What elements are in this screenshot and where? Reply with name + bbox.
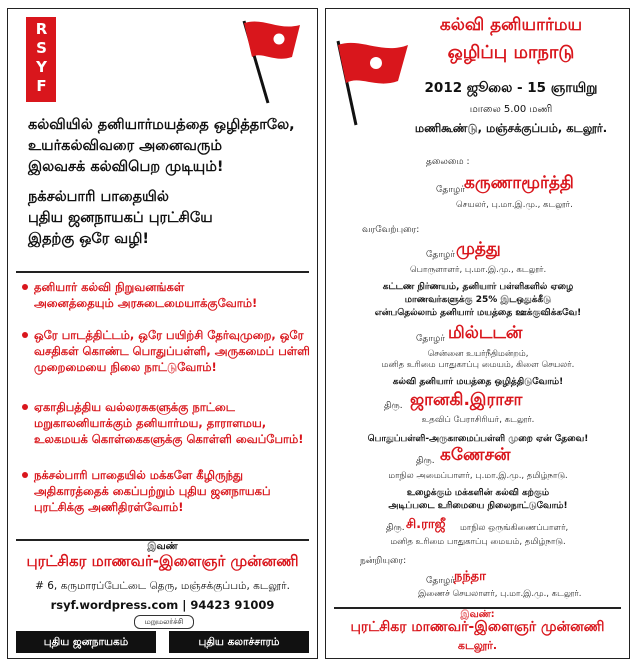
bullet-item — [22, 467, 312, 515]
headline-block-1 — [28, 115, 313, 178]
bullet-line: முறைமையை நிலை நாட்டுவோம்! — [34, 360, 217, 374]
slogan-line: மாணவர்களுக்கு 25% இடஒதுக்கீடு — [404, 295, 552, 305]
right-poster-panel — [325, 8, 630, 659]
bullet-item — [22, 279, 312, 311]
chair-label: தலைமை : — [426, 157, 470, 167]
speaker-4-name: சி.ராஜீ — [406, 517, 446, 532]
bullet-line: அதிகாரத்தைக் கைப்பற்றும் புதிய ஜனநாயகப் — [34, 484, 271, 498]
headline-block-2 — [28, 187, 313, 250]
desc-line: சென்னை உயர்நீதிமன்றம், — [427, 349, 529, 359]
slogan-2: கல்வி தனியார் மயத்தை ஒழித்திடுவோம்! — [392, 377, 564, 387]
thanks-label: நன்றியுரை: — [360, 556, 407, 566]
slogan-line: என்பதெல்லாம் தனியார் மயத்தை ஊக்குவிக்கவே! — [374, 308, 582, 318]
chair-desc: செயலர், பு.மா.இ.மு., கடலூர். — [456, 200, 573, 210]
footer-left: புதிய ஜனநாயகம் — [16, 631, 156, 653]
org-city: கடலூர். — [457, 639, 498, 652]
by-label: இவண் — [139, 541, 185, 552]
thanks-desc: இணைச் செயலாளர், பு.மா.இ.மு., கடலூர். — [418, 589, 582, 599]
chair-name: கருணாமூர்த்தி — [464, 173, 574, 193]
contact: rsyf.wordpress.com | 94423 91009 — [50, 598, 275, 612]
headline-line: உயர்கல்விவரை அனைவரும் — [28, 138, 222, 154]
speaker-1-name: மில்டடன் — [448, 323, 523, 343]
headline-line: இதற்கு ஒரே வழி! — [28, 231, 150, 247]
org-name: புரட்சிகர மாணவர்-இளைஞர் முன்னணி — [350, 619, 605, 635]
bullet-line: உலகமயக் கொள்கைகளுக்கு கொள்ளி வைப்போம்! — [34, 432, 304, 446]
slogan-3: பொதுப்பள்ளி-அருகாமைப்பள்ளி முறை ஏன் தேவை! — [367, 434, 589, 444]
headline-line: நக்சல்பாரி பாதையில் — [28, 189, 169, 205]
welcome-desc: பொருளாளர், பு.மா.இ.மு., கடலூர். — [410, 265, 547, 275]
speaker-3-desc: மாநில அமைப்பாளர், பு.மா.இ.மு., தமிழ்நாடு. — [388, 471, 568, 481]
headline-line: புதிய ஜனநாயகப் புரட்சியே — [28, 210, 213, 226]
bullet-item — [22, 399, 312, 447]
bullet-dot-icon — [22, 332, 28, 338]
welcome-label: வரவேற்புரை: — [362, 225, 420, 235]
divider — [16, 271, 309, 273]
bullet-dot-icon — [22, 284, 28, 290]
headline-line: கல்வியில் தனியார்மயத்தை ஒழித்தாலே, — [28, 117, 295, 133]
event-date: 2012 ஜூலை - 15 ஞாயிறு — [424, 80, 598, 96]
speaker-prefix: திரு. — [416, 456, 435, 466]
rsyf-logo — [26, 17, 56, 102]
bullet-line: வசதிகள் கொண்ட பொதுப்பள்ளி, அருகமைப் பள்ளி — [34, 344, 310, 358]
event-title-1: கல்வி தனியார்மய — [439, 15, 583, 35]
bullet-line: ஒரே பாடத்திட்டம், ஒரே பயிற்சி தேர்வுமுறை, ஒரே — [34, 328, 304, 342]
slogan-1 — [333, 281, 623, 320]
red-flag-icon — [236, 17, 304, 107]
bullet-line: அனைத்தையும் அரசுடைமையாக்குவோம்! — [34, 296, 258, 310]
footer-right: புதிய கலாச்சாரம் — [169, 631, 309, 653]
event-title-2: ஒழிப்பு மாநாடு — [447, 42, 575, 63]
left-poster-panel — [7, 8, 318, 659]
speaker-prefix: தோழர் — [426, 576, 455, 586]
speaker-2-name: ஜானகி.இராசா — [410, 390, 523, 410]
speaker-3-name: கணேசன் — [440, 445, 511, 465]
bullet-line: நக்சல்பாரி பாதையில் மக்களே கீழிருந்து — [34, 468, 243, 482]
speaker-prefix: திரு. — [384, 401, 403, 411]
press-badge: மறுமலர்ச்சி — [134, 615, 194, 629]
desc-line: மனித உரிமை பாதுகாப்பு மையம், கிளை செயலர். — [381, 360, 575, 370]
bullet-line: ஏகாதிபத்திய வல்லரசுகளுக்கு நாட்டை — [34, 400, 235, 414]
by-label: இவண்: — [452, 609, 502, 620]
bullet-line: புரட்சிக்கு அணிதிரள்வோம்! — [34, 500, 184, 514]
bullet-line: தனியார் கல்வி நிறுவனங்கள் — [34, 280, 185, 294]
slogan-line: உழைக்கும் மக்களின் கல்வி கற்கும் — [406, 488, 550, 498]
speaker-prefix: தோழர் — [436, 185, 465, 195]
event-time: மாலை 5.00 மணி — [469, 104, 553, 115]
by-label-wrap — [8, 534, 317, 553]
slogan-4 — [333, 487, 623, 513]
welcome-name: முத்து — [456, 239, 501, 259]
bullet-dot-icon — [22, 472, 28, 478]
speaker-prefix: தோழர் — [426, 250, 455, 260]
event-venue: மணிகூண்டு, மஞ்சக்குப்பம், கடலூர். — [414, 121, 608, 135]
speaker-4-desc-2: மனித உரிமை பாதுகாப்பு மையம், தமிழ்நாடு. — [390, 537, 566, 547]
bullet-line: மறுகாலனியாக்கும் தனியார்மய, தாராளமய, — [34, 416, 267, 430]
thanks-name: நந்தா — [454, 569, 486, 584]
footer-bar — [16, 631, 309, 653]
org-name: புரட்சிகர மாணவர்-இளைஞர் முன்னணி — [26, 552, 299, 570]
speaker-4-desc-1: மாநில ஒருங்கிணைப்பாளர், — [460, 523, 569, 533]
headline-line: இலவசக் கல்விபெற முடியும்! — [28, 159, 224, 175]
speaker-1-desc — [333, 349, 623, 371]
rsyf-logo-text: RSYF — [32, 20, 51, 96]
bullet-item — [22, 327, 312, 375]
slogan-line: கட்டண நிர்ணயம், தனியார் பள்ளிகளில் ஏழை — [382, 282, 574, 292]
speaker-prefix: தோழர் — [416, 334, 445, 344]
speaker-2-desc: உதவிப் பேராசிரியர், கடலூர். — [421, 415, 535, 425]
speaker-prefix: திரு. — [386, 523, 405, 533]
address: # 6, கருமாரப்பேட்டை தெரு, மஞ்சக்குப்பம், கடலூர். — [35, 580, 290, 592]
bullet-dot-icon — [22, 404, 28, 410]
slogan-line: அடிப்படை உரிமையை நிலைநாட்டுவோம்! — [388, 501, 568, 511]
